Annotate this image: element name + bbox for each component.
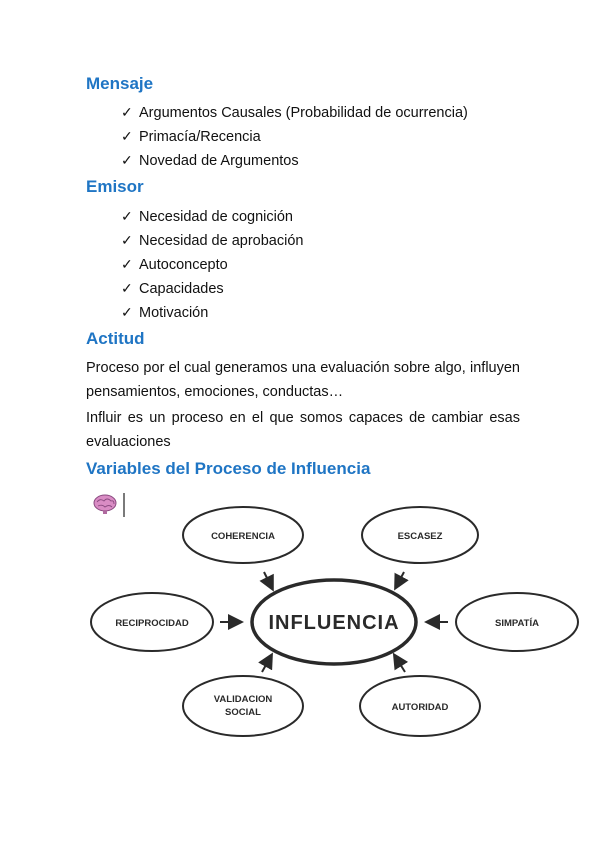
arrow-autoridad [395,656,405,672]
check-icon: ✓ [121,208,133,224]
section-heading-variables: Variables del Proceso de Influencia [86,459,371,478]
list-item-text: Capacidades [139,281,224,297]
node-label-validacion-line1: VALIDACION [213,694,273,705]
node-simpatia [456,593,578,651]
check-icon: ✓ [121,232,133,248]
influence-diagram [78,492,588,748]
node-label-validacion-line2: SOCIAL [225,707,261,718]
arrow-coherencia [264,572,272,588]
list-item [121,100,468,124]
arrow-validacion-social [262,656,271,672]
list-item [121,204,303,228]
emisor-list [121,204,303,324]
check-icon: ✓ [121,152,133,168]
node-escasez [362,507,478,563]
list-item [121,124,468,148]
check-icon: ✓ [121,304,133,320]
check-icon: ✓ [121,104,133,120]
list-item [121,252,303,276]
list-item [121,148,468,172]
check-icon: ✓ [121,280,133,296]
list-item [121,228,303,252]
list-item-text: Necesidad de aprobación [139,233,304,249]
center-node-influencia [252,580,416,664]
list-item [121,300,303,324]
list-item-text: Primacía/Recencia [139,129,261,145]
node-reciprocidad [91,593,213,651]
list-item [121,276,303,300]
node-label-autoridad: AUTORIDAD [391,702,449,713]
node-label-coherencia: COHERENCIA [211,531,275,542]
center-label: INFLUENCIA [268,612,400,634]
list-item-text: Necesidad de cognición [139,209,293,225]
node-label-escasez: ESCASEZ [397,531,443,542]
list-item-text: Motivación [139,305,209,321]
list-item-text: Argumentos Causales (Probabilidad de ocurrencia) [139,105,468,121]
node-label-simpatia: SIMPATÍA [495,618,539,629]
actitud-paragraph: Proceso por el cual generamos una evaluación sobre algo, influyen pensamientos, emociones, conductas… [86,360,520,400]
node-coherencia [183,507,303,563]
actitud-paragraph: Influir es un proceso en el que somos capaces de cambiar esas evaluaciones [86,410,520,450]
list-item-text: Novedad de Argumentos [139,153,299,169]
check-icon: ✓ [121,128,133,144]
check-icon: ✓ [121,256,133,272]
list-item-text: Autoconcepto [139,257,228,273]
node-autoridad [360,676,480,736]
node-label-reciprocidad: RECIPROCIDAD [115,618,189,629]
section-heading-actitud: Actitud [86,329,145,348]
influence-diagram-svg [78,492,588,748]
arrow-escasez [396,572,404,587]
mensaje-list [121,100,468,172]
node-validacion-social [183,676,303,736]
section-heading-mensaje: Mensaje [86,74,154,93]
section-heading-emisor: Emisor [86,177,144,196]
